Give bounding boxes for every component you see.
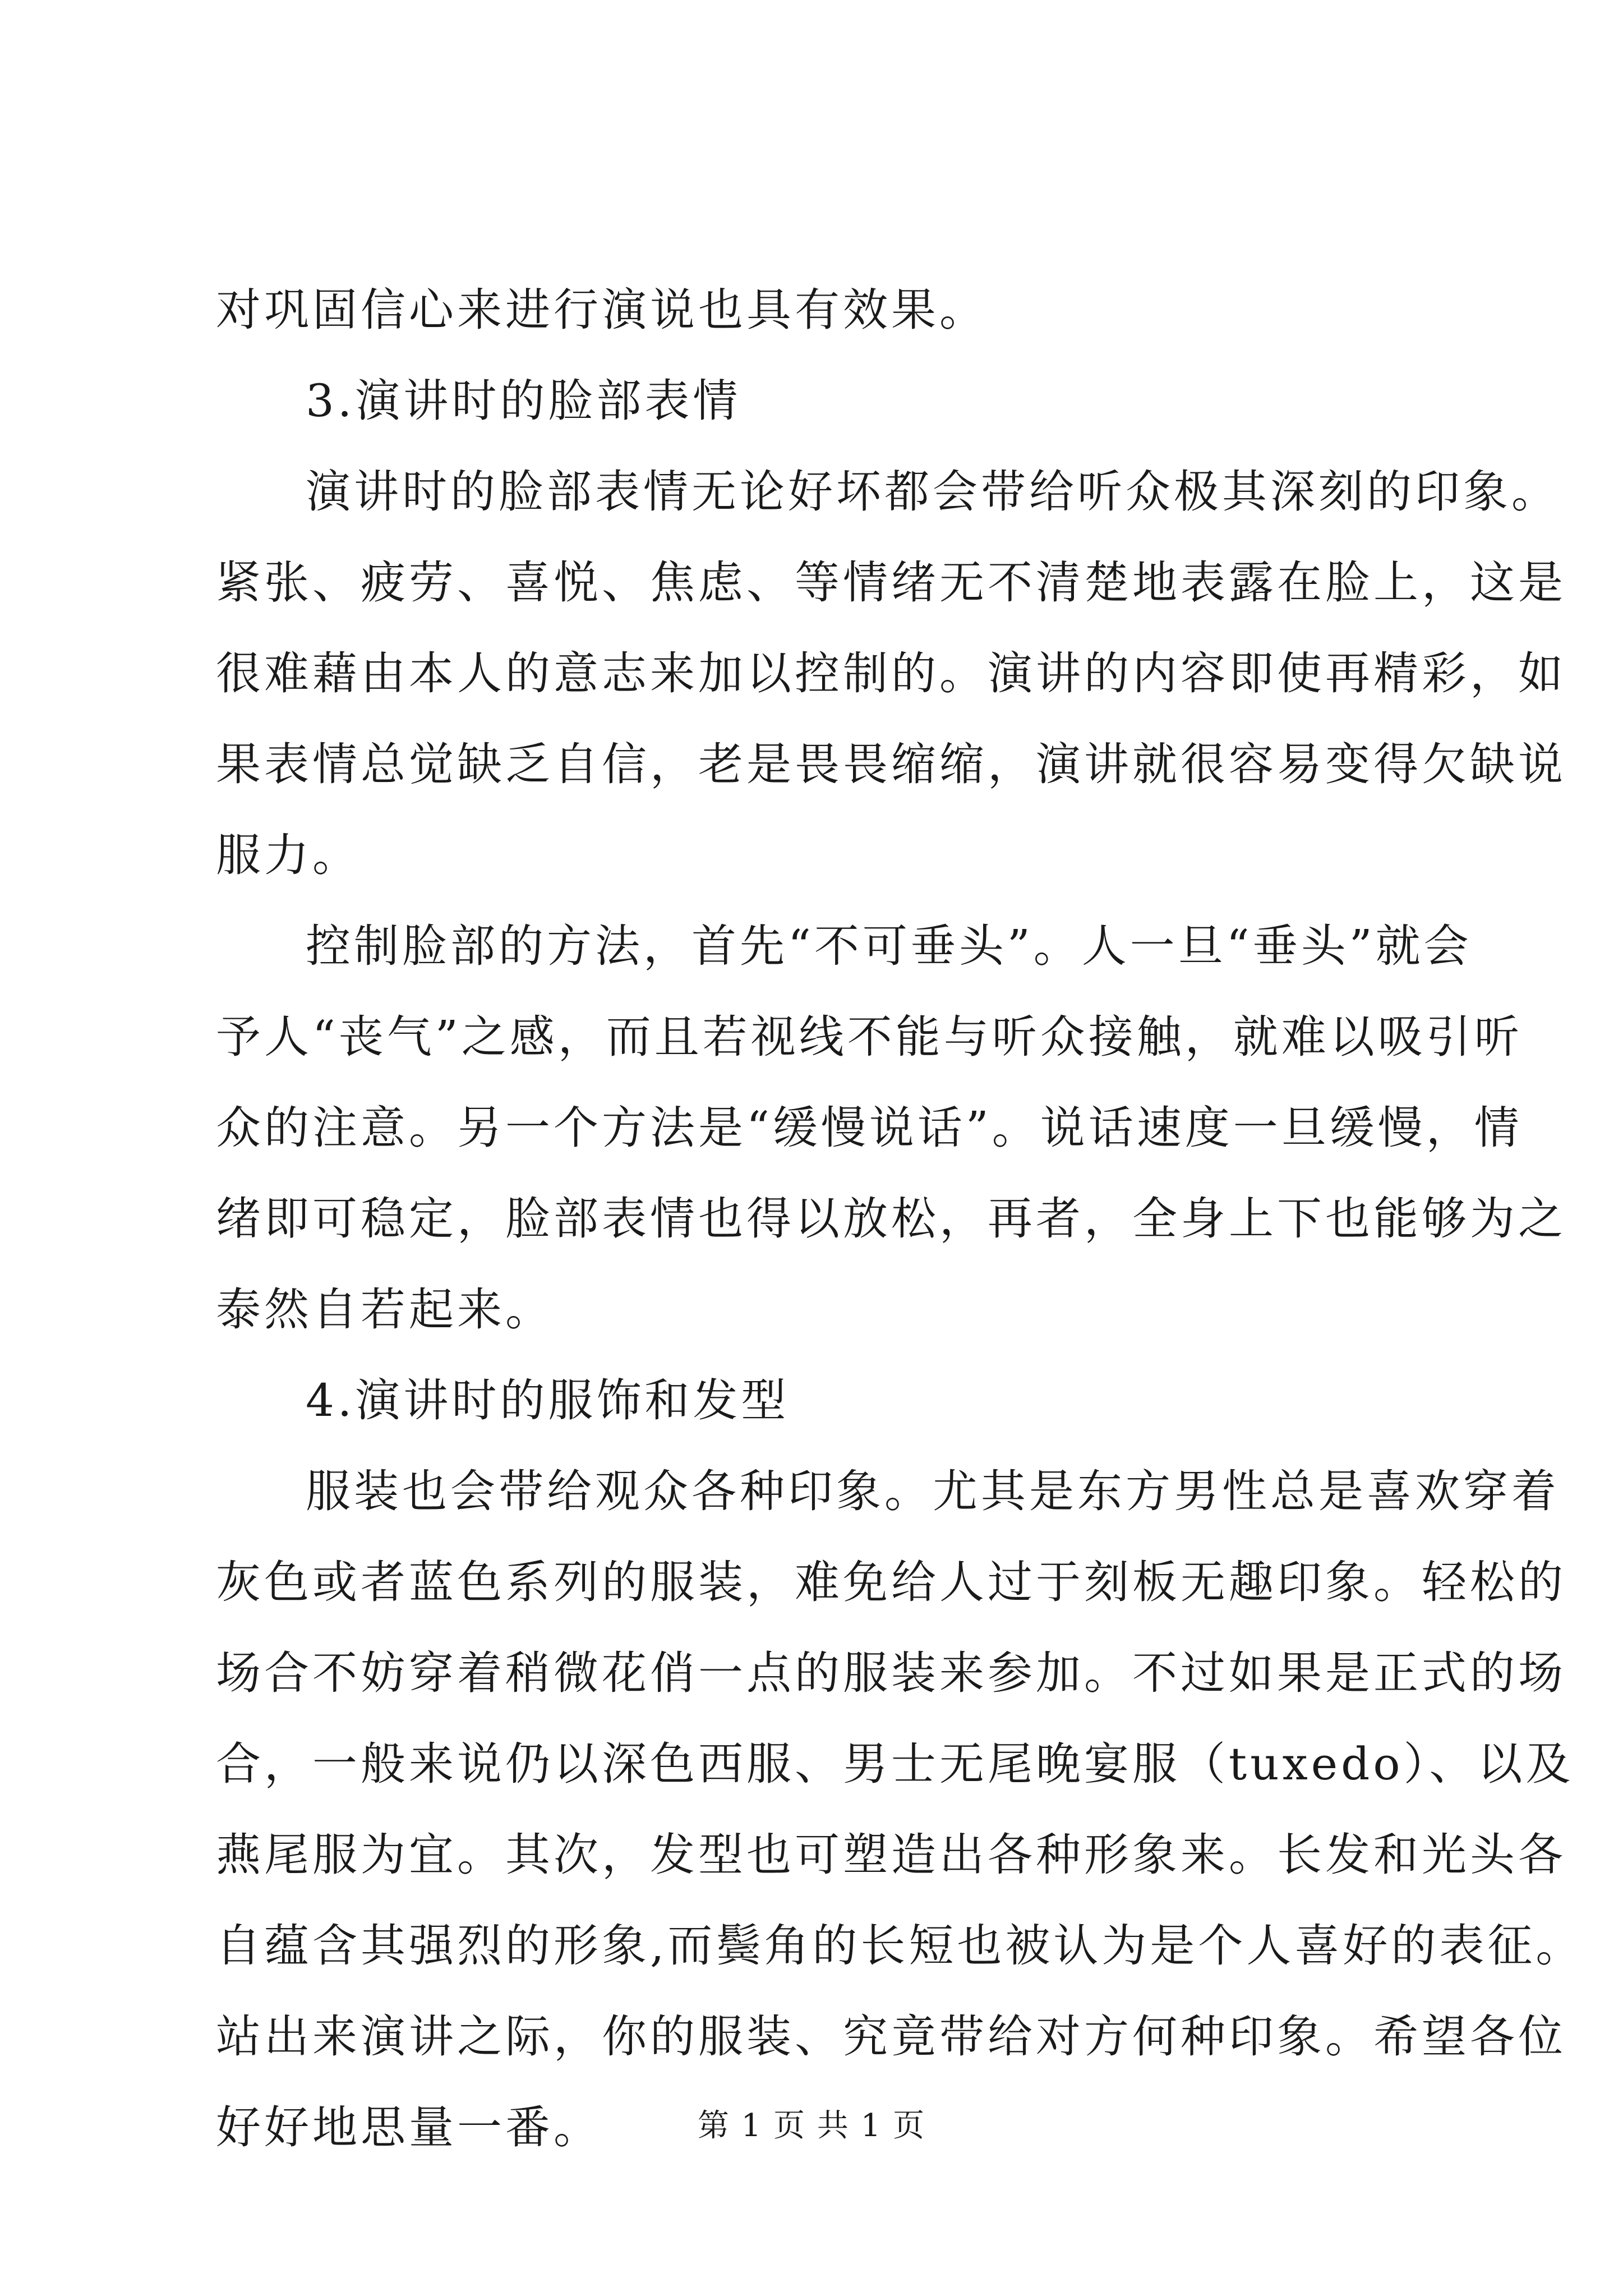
text-line-12: 泰然自若起来。: [216, 1283, 554, 1336]
text-line-7: 服力。: [216, 829, 361, 881]
text-line-3: 演讲时的脸部表情无论好坏都会带给听众极其深刻的印象。: [306, 466, 1560, 518]
text-line-14: 服装也会带给观众各种印象。尤其是东方男性总是喜欢穿着: [306, 1465, 1560, 1517]
text-line-5: 很难藉由本人的意志来加以控制的。演讲的内容即使再精彩，如: [216, 647, 1566, 700]
text-line-20: 站出来演讲之际，你的服装、究竟带给对方何种印象。希望各位: [216, 2010, 1566, 2063]
text-line-9: 予人“丧气”之感，而且若视线不能与听众接触，就难以吸引听: [216, 1011, 1523, 1063]
text-line-16: 场合不妨穿着稍微花俏一点的服装来参加。不过如果是正式的场: [216, 1647, 1566, 1699]
page-footer: 第 1 页 共 1 页: [697, 2108, 926, 2144]
text-line-18: 燕尾服为宜。其次，发型也可塑造出各种形象来。长发和光头各: [216, 1829, 1566, 1881]
text-line-6: 果表情总觉缺乏自信，老是畏畏缩缩，演讲就很容易变得欠缺说: [216, 738, 1566, 790]
section-heading-4: 4.演讲时的服饰和发型: [306, 1374, 790, 1427]
text-line-17: 合，一般来说仍以深色西服、男士无尾晚宴服（tuxedo）、以及: [216, 1738, 1574, 1790]
text-line-21: 好好地思量一番。: [216, 2101, 602, 2154]
document-body: [216, 265, 1584, 2173]
text-line-8: 控制脸部的方法，首先“不可垂头”。人一旦“垂头”就会: [306, 920, 1472, 972]
text-line-10: 众的注意。另一个方法是“缓慢说话”。说话速度一旦缓慢，情: [216, 1102, 1523, 1154]
text-line-19: 自蕴含其强烈的形象,而鬓角的长短也被认为是个人喜好的表征。: [216, 1920, 1584, 1972]
text-line-15: 灰色或者蓝色系列的服装，难免给人过于刻板无趣印象。轻松的: [216, 1556, 1566, 1608]
section-heading-3: 3.演讲时的脸部表情: [306, 375, 741, 427]
text-line-4: 紧张、疲劳、喜悦、焦虑、等情绪无不清楚地表露在脸上，这是: [216, 556, 1566, 609]
text-line-11: 绪即可稳定，脸部表情也得以放松，再者，全身上下也能够为之: [216, 1193, 1566, 1245]
text-line-1: 对巩固信心来进行演说也具有效果。: [216, 284, 988, 336]
